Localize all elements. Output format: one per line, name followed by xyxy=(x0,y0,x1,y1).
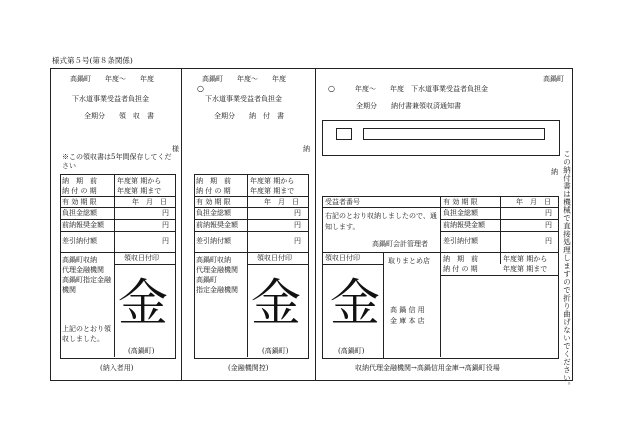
receipt-notice: ※この領収書は5年間保存してください xyxy=(62,153,172,171)
receipt-row-line xyxy=(60,207,175,208)
report-row-line xyxy=(440,275,558,276)
report-subtitle: 全期分 納付書兼領収済通知書 xyxy=(356,102,461,110)
report-row-label: 負担金総額 xyxy=(443,209,478,217)
notice-row-line xyxy=(194,219,308,220)
notice-stamp-label: 領収日付印 xyxy=(257,254,292,262)
report-accountant: 高鍋町会計管理者 xyxy=(372,240,428,248)
receipt-row-label: 納 期 前 納 付 の 期 xyxy=(62,177,97,195)
report-col-line xyxy=(383,252,384,358)
receipt-header: 高鍋町 年度～ 年度 xyxy=(70,75,154,83)
notice-row-line xyxy=(194,207,308,208)
circle-mark: ○ xyxy=(197,84,204,93)
notice-row-label: 納 期 前 納 付 の 期 xyxy=(196,177,231,195)
notice-row-label: 差引納付額 xyxy=(196,237,231,245)
notice-row-value: 円 xyxy=(294,221,301,229)
notice-row-value: 円 xyxy=(294,209,301,217)
notice-row-label: 前納報奨金額 xyxy=(196,221,238,229)
receipt-row-label: 有 効 期 限 xyxy=(62,198,97,206)
receipt-confirm: 上記のとおり領収しました。 xyxy=(62,325,111,344)
receipt-row-label: 負担金総額 xyxy=(62,209,97,217)
notice-suffix: 納 xyxy=(303,145,310,153)
form-number: 様式第５号(第８条関係) xyxy=(52,56,133,65)
report-row-line xyxy=(322,264,384,265)
receipt-town: (高鍋町) xyxy=(128,347,155,355)
notice-header: 高鍋町 年度～ 年度 xyxy=(202,75,286,83)
ocr-small-box xyxy=(336,128,352,140)
report-town: (高鍋町) xyxy=(338,347,365,355)
report-row-value: 円 xyxy=(545,221,552,229)
receipt-footer: (納入者用) xyxy=(100,364,134,372)
receipt-row-line xyxy=(60,252,175,253)
ocr-long-box xyxy=(363,128,545,140)
notice-row-value: 円 xyxy=(294,237,301,245)
receipt-col-line xyxy=(114,174,115,357)
report-row-value: 円 xyxy=(545,209,552,217)
notice-town: (高鍋町) xyxy=(262,347,289,355)
receipt-row-line xyxy=(60,231,175,232)
machine-processing-note: この納付書は機械で直接処理しますので折り曲げないでください。 xyxy=(562,150,572,390)
report-stamp-label: 領収日付印 xyxy=(325,254,360,262)
report-row-line xyxy=(322,207,440,208)
receipt-row-line xyxy=(114,264,175,265)
report-town-top: 高鍋町 xyxy=(543,75,564,83)
notice-row-line xyxy=(194,252,308,253)
notice-row-label: 負担金総額 xyxy=(196,209,231,217)
notice-row-line xyxy=(194,231,308,232)
report-bank-name: 高 鍋 信 用 金 庫 本 店 xyxy=(390,306,425,326)
receipt-row-value: 年度第 期から 年度第 期まで xyxy=(117,177,162,195)
divider-1 xyxy=(181,68,182,380)
report-row-label: 有 効 期 限 xyxy=(443,198,478,206)
seal-kanji-mark: 金 xyxy=(118,274,168,332)
receipt-bank-label: 高鍋町収納 代理金融機関 高鍋町指定金融機関 xyxy=(62,256,111,295)
report-suffix: 納 xyxy=(551,168,558,176)
report-footer: 収納代理金融機関→高鍋信用金庫→高鍋町役場 xyxy=(355,364,500,372)
notice-col-line xyxy=(247,174,248,357)
report-row-value: 円 xyxy=(545,237,552,245)
receipt-subtitle: 全期分 領 収 書 xyxy=(84,112,154,120)
circle-mark: ○ xyxy=(328,84,335,93)
report-row-label: 納 期 前 納 付 の 期 xyxy=(443,255,478,273)
receipt-row-value: 円 xyxy=(162,209,169,217)
report-row-label: 差引納付額 xyxy=(443,237,478,245)
report-row-line xyxy=(440,219,558,220)
notice-bank-label: 高鍋町収納 代理金融機関 高鍋町 指定金融機関 xyxy=(196,256,238,295)
notice-subtitle: 全期分 納 付 書 xyxy=(214,112,284,120)
seal-kanji-mark: 金 xyxy=(330,274,380,332)
notice-row-line xyxy=(247,264,308,265)
report-confirm: 右記のとおり収納しましたので、通知します。 xyxy=(325,212,437,231)
receipt-row-value: 円 xyxy=(162,221,169,229)
receipt-row-value: 円 xyxy=(162,237,169,245)
receipt-row-value: 年 月 日 xyxy=(132,198,167,206)
receipt-stamp-label: 領収日付印 xyxy=(124,254,159,262)
report-row-line xyxy=(440,207,558,208)
notice-footer: (金融機関控) xyxy=(228,364,269,372)
receipt-title: 下水道事業受益者負担金 xyxy=(72,95,149,103)
report-collector: 取りまとめ店 xyxy=(388,257,430,265)
notice-row-value: 年 月 日 xyxy=(264,198,299,206)
receipt-honorific: 様 xyxy=(172,145,179,153)
report-row-value: 年度第 期から 年度第 期まで xyxy=(503,255,548,273)
receipt-row-label: 差引納付額 xyxy=(62,237,97,245)
receipt-row-line xyxy=(60,219,175,220)
receipt-row-label: 前納報奨金額 xyxy=(62,221,104,229)
notice-title: 下水道事業受益者負担金 xyxy=(205,95,282,103)
divider-2 xyxy=(315,68,316,380)
report-col-line xyxy=(440,196,441,357)
seal-kanji-mark: 金 xyxy=(251,274,301,332)
beneficiary-no-label: 受益者番号 xyxy=(325,198,360,206)
notice-row-value: 年度第 期から 年度第 期まで xyxy=(250,177,295,195)
report-header: 年度～ 年度 下水道事業受益者負担金 xyxy=(355,85,488,93)
report-row-value: 年 月 日 xyxy=(516,198,551,206)
notice-row-label: 有 効 期 限 xyxy=(196,198,231,206)
report-row-label: 前納報奨金額 xyxy=(443,221,485,229)
report-row-line xyxy=(440,231,558,232)
report-row-line xyxy=(322,252,558,253)
